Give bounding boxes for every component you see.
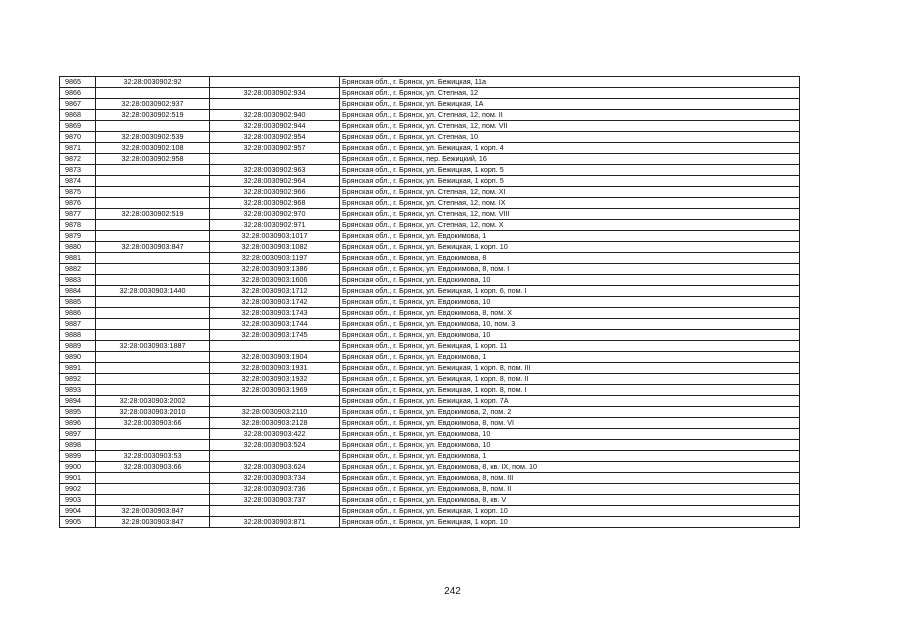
- address-cell: Брянская обл., г. Брянск, ул. Евдокимова, 8, пом. VI: [340, 418, 800, 429]
- row-number-cell: 9895: [60, 407, 96, 418]
- address-cell: Брянская обл., г. Брянск, ул. Бежицкая, 1 корп. 4: [340, 143, 800, 154]
- cadastral-quarter-cell: [96, 484, 210, 495]
- address-cell: Брянская обл., г. Брянск, ул. Бежицкая, 1 корп. 7А: [340, 396, 800, 407]
- address-cell: Брянская обл., г. Брянск, ул. Степная, 12, пом. X: [340, 220, 800, 231]
- cadastral-quarter-cell: [96, 330, 210, 341]
- address-cell: Брянская обл., г. Брянск, ул. Евдокимова, 8, пом. II: [340, 484, 800, 495]
- address-cell: Брянская обл., г. Брянск, ул. Евдокимова, 1: [340, 451, 800, 462]
- registry-table: [59, 76, 800, 528]
- table-row: [60, 253, 800, 264]
- row-number-cell: 9877: [60, 209, 96, 220]
- cadastral-quarter-cell: [96, 264, 210, 275]
- row-number-cell: 9887: [60, 319, 96, 330]
- row-number-cell: 9884: [60, 286, 96, 297]
- cadastral-quarter-cell: [96, 121, 210, 132]
- row-number-cell: 9902: [60, 484, 96, 495]
- address-cell: Брянская обл., г. Брянск, ул. Степная, 12, пом. II: [340, 110, 800, 121]
- address-cell: Брянская обл., г. Брянск, ул. Бежицкая, 1 корп. 10: [340, 506, 800, 517]
- cadastral-quarter-cell: 32:28:0030902:539: [96, 132, 210, 143]
- cadastral-number-cell: [210, 506, 340, 517]
- table-row: [60, 330, 800, 341]
- cadastral-number-cell: 32:28:0030902:963: [210, 165, 340, 176]
- row-number-cell: 9870: [60, 132, 96, 143]
- cadastral-quarter-cell: 32:28:0030903:847: [96, 242, 210, 253]
- cadastral-number-cell: 32:28:0030902:966: [210, 187, 340, 198]
- address-cell: Брянская обл., г. Брянск, ул. Евдокимова, 8, пом. X: [340, 308, 800, 319]
- table-row: [60, 121, 800, 132]
- row-number-cell: 9872: [60, 154, 96, 165]
- table-row: [60, 154, 800, 165]
- table-row: [60, 462, 800, 473]
- table-row: [60, 352, 800, 363]
- cadastral-quarter-cell: 32:28:0030903:1440: [96, 286, 210, 297]
- cadastral-number-cell: 32:28:0030903:1606: [210, 275, 340, 286]
- table-row: [60, 242, 800, 253]
- cadastral-number-cell: 32:28:0030903:624: [210, 462, 340, 473]
- address-cell: Брянская обл., г. Брянск, пер. Бежицкий, 16: [340, 154, 800, 165]
- address-cell: Брянская обл., г. Брянск, ул. Степная, 12, пом. IX: [340, 198, 800, 209]
- row-number-cell: 9867: [60, 99, 96, 110]
- row-number-cell: 9890: [60, 352, 96, 363]
- row-number-cell: 9878: [60, 220, 96, 231]
- cadastral-quarter-cell: [96, 187, 210, 198]
- table-row: [60, 484, 800, 495]
- address-cell: Брянская обл., г. Брянск, ул. Евдокимова, 10: [340, 275, 800, 286]
- row-number-cell: 9903: [60, 495, 96, 506]
- cadastral-quarter-cell: 32:28:0030902:92: [96, 77, 210, 88]
- cadastral-quarter-cell: [96, 363, 210, 374]
- table-row: [60, 132, 800, 143]
- row-number-cell: 9883: [60, 275, 96, 286]
- address-cell: Брянская обл., г. Брянск, ул. Евдокимова, 10: [340, 297, 800, 308]
- row-number-cell: 9868: [60, 110, 96, 121]
- row-number-cell: 9876: [60, 198, 96, 209]
- cadastral-quarter-cell: 32:28:0030903:847: [96, 517, 210, 528]
- row-number-cell: 9894: [60, 396, 96, 407]
- cadastral-number-cell: 32:28:0030903:1931: [210, 363, 340, 374]
- cadastral-number-cell: 32:28:0030903:2110: [210, 407, 340, 418]
- cadastral-quarter-cell: [96, 440, 210, 451]
- address-cell: Брянская обл., г. Брянск, ул. Бежицкая, 1 корп. 8, пом. I: [340, 385, 800, 396]
- table-row: [60, 110, 800, 121]
- address-cell: Брянская обл., г. Брянск, ул. Бежицкая, 1 корп. 6, пом. I: [340, 286, 800, 297]
- row-number-cell: 9901: [60, 473, 96, 484]
- row-number-cell: 9881: [60, 253, 96, 264]
- table-row: [60, 143, 800, 154]
- cadastral-number-cell: [210, 77, 340, 88]
- table-row: [60, 385, 800, 396]
- cadastral-quarter-cell: 32:28:0030903:2002: [96, 396, 210, 407]
- table-row: [60, 407, 800, 418]
- row-number-cell: 9893: [60, 385, 96, 396]
- cadastral-quarter-cell: [96, 88, 210, 99]
- cadastral-number-cell: 32:28:0030902:970: [210, 209, 340, 220]
- row-number-cell: 9875: [60, 187, 96, 198]
- table-row: [60, 220, 800, 231]
- table-row: [60, 176, 800, 187]
- cadastral-number-cell: 32:28:0030902:940: [210, 110, 340, 121]
- cadastral-number-cell: 32:28:0030903:1742: [210, 297, 340, 308]
- cadastral-quarter-cell: [96, 319, 210, 330]
- address-cell: Брянская обл., г. Брянск, ул. Степная, 12, пом. XI: [340, 187, 800, 198]
- table-row: [60, 198, 800, 209]
- address-cell: Брянская обл., г. Брянск, ул. Бежицкая, 1 корп. 11: [340, 341, 800, 352]
- cadastral-number-cell: 32:28:0030902:964: [210, 176, 340, 187]
- row-number-cell: 9897: [60, 429, 96, 440]
- cadastral-number-cell: 32:28:0030903:734: [210, 473, 340, 484]
- cadastral-quarter-cell: 32:28:0030903:66: [96, 462, 210, 473]
- table-row: [60, 165, 800, 176]
- address-cell: Брянская обл., г. Брянск, ул. Степная, 10: [340, 132, 800, 143]
- address-cell: Брянская обл., г. Брянск, ул. Бежицкая, 1 корп. 10: [340, 242, 800, 253]
- cadastral-number-cell: 32:28:0030903:737: [210, 495, 340, 506]
- address-cell: Брянская обл., г. Брянск, ул. Степная, 12, пом. VII: [340, 121, 800, 132]
- cadastral-number-cell: 32:28:0030903:736: [210, 484, 340, 495]
- table-row: [60, 429, 800, 440]
- address-cell: Брянская обл., г. Брянск, ул. Бежицкая, 11а: [340, 77, 800, 88]
- cadastral-number-cell: 32:28:0030903:1904: [210, 352, 340, 363]
- row-number-cell: 9873: [60, 165, 96, 176]
- cadastral-quarter-cell: [96, 275, 210, 286]
- table-row: [60, 341, 800, 352]
- cadastral-number-cell: 32:28:0030903:1386: [210, 264, 340, 275]
- cadastral-quarter-cell: [96, 297, 210, 308]
- table-row: [60, 506, 800, 517]
- cadastral-number-cell: 32:28:0030903:422: [210, 429, 340, 440]
- table-row: [60, 517, 800, 528]
- row-number-cell: 9896: [60, 418, 96, 429]
- address-cell: Брянская обл., г. Брянск, ул. Бежицкая, 1 корп. 5: [340, 176, 800, 187]
- row-number-cell: 9900: [60, 462, 96, 473]
- address-cell: Брянская обл., г. Брянск, ул. Степная, 12: [340, 88, 800, 99]
- cadastral-quarter-cell: 32:28:0030902:108: [96, 143, 210, 154]
- cadastral-number-cell: 32:28:0030902:957: [210, 143, 340, 154]
- table-row: [60, 88, 800, 99]
- table-row: [60, 264, 800, 275]
- address-cell: Брянская обл., г. Брянск, ул. Евдокимова, 8, пом. I: [340, 264, 800, 275]
- address-cell: Брянская обл., г. Брянск, ул. Бежицкая, 1 корп. 5: [340, 165, 800, 176]
- cadastral-number-cell: [210, 341, 340, 352]
- address-cell: Брянская обл., г. Брянск, ул. Евдокимова, 10: [340, 429, 800, 440]
- cadastral-number-cell: [210, 154, 340, 165]
- row-number-cell: 9879: [60, 231, 96, 242]
- cadastral-quarter-cell: [96, 429, 210, 440]
- cadastral-number-cell: 32:28:0030902:934: [210, 88, 340, 99]
- address-cell: Брянская обл., г. Брянск, ул. Евдокимова, 1: [340, 352, 800, 363]
- address-cell: Брянская обл., г. Брянск, ул. Евдокимова, 10, пом. 3: [340, 319, 800, 330]
- table-row: [60, 495, 800, 506]
- cadastral-quarter-cell: 32:28:0030903:2010: [96, 407, 210, 418]
- registry-table-body: [60, 77, 800, 528]
- cadastral-quarter-cell: 32:28:0030903:1887: [96, 341, 210, 352]
- row-number-cell: 9892: [60, 374, 96, 385]
- cadastral-number-cell: 32:28:0030903:1932: [210, 374, 340, 385]
- cadastral-quarter-cell: [96, 165, 210, 176]
- address-cell: Брянская обл., г. Брянск, ул. Евдокимова, 1: [340, 231, 800, 242]
- address-cell: Брянская обл., г. Брянск, ул. Степная, 12, пом. VIII: [340, 209, 800, 220]
- cadastral-number-cell: 32:28:0030902:954: [210, 132, 340, 143]
- table-row: [60, 319, 800, 330]
- row-number-cell: 9905: [60, 517, 96, 528]
- cadastral-quarter-cell: [96, 220, 210, 231]
- table-row: [60, 286, 800, 297]
- table-row: [60, 440, 800, 451]
- row-number-cell: 9869: [60, 121, 96, 132]
- cadastral-quarter-cell: [96, 352, 210, 363]
- table-row: [60, 231, 800, 242]
- address-cell: Брянская обл., г. Брянск, ул. Бежицкая, 1А: [340, 99, 800, 110]
- row-number-cell: 9880: [60, 242, 96, 253]
- cadastral-number-cell: 32:28:0030902:971: [210, 220, 340, 231]
- address-cell: Брянская обл., г. Брянск, ул. Бежицкая, 1 корп. 10: [340, 517, 800, 528]
- cadastral-number-cell: 32:28:0030903:2128: [210, 418, 340, 429]
- table-row: [60, 363, 800, 374]
- table-row: [60, 187, 800, 198]
- cadastral-number-cell: 32:28:0030903:1745: [210, 330, 340, 341]
- table-row: [60, 451, 800, 462]
- cadastral-number-cell: 32:28:0030903:871: [210, 517, 340, 528]
- cadastral-quarter-cell: [96, 231, 210, 242]
- cadastral-quarter-cell: 32:28:0030902:958: [96, 154, 210, 165]
- table-row: [60, 297, 800, 308]
- cadastral-quarter-cell: [96, 385, 210, 396]
- row-number-cell: 9889: [60, 341, 96, 352]
- row-number-cell: 9891: [60, 363, 96, 374]
- address-cell: Брянская обл., г. Брянск, ул. Евдокимова, 8: [340, 253, 800, 264]
- cadastral-quarter-cell: [96, 308, 210, 319]
- table-row: [60, 275, 800, 286]
- table-row: [60, 473, 800, 484]
- cadastral-number-cell: 32:28:0030903:524: [210, 440, 340, 451]
- cadastral-quarter-cell: 32:28:0030902:937: [96, 99, 210, 110]
- row-number-cell: 9904: [60, 506, 96, 517]
- cadastral-number-cell: 32:28:0030902:944: [210, 121, 340, 132]
- table-row: [60, 418, 800, 429]
- cadastral-quarter-cell: 32:28:0030903:66: [96, 418, 210, 429]
- table-row: [60, 77, 800, 88]
- page-number: 242: [444, 586, 461, 597]
- row-number-cell: 9885: [60, 297, 96, 308]
- cadastral-quarter-cell: [96, 198, 210, 209]
- row-number-cell: 9871: [60, 143, 96, 154]
- cadastral-quarter-cell: 32:28:0030903:53: [96, 451, 210, 462]
- address-cell: Брянская обл., г. Брянск, ул. Бежицкая, 1 корп. 8, пом. II: [340, 374, 800, 385]
- row-number-cell: 9866: [60, 88, 96, 99]
- table-row: [60, 374, 800, 385]
- table-row: [60, 209, 800, 220]
- cadastral-quarter-cell: [96, 176, 210, 187]
- cadastral-quarter-cell: [96, 374, 210, 385]
- cadastral-number-cell: 32:28:0030903:1969: [210, 385, 340, 396]
- row-number-cell: 9865: [60, 77, 96, 88]
- cadastral-number-cell: 32:28:0030903:1017: [210, 231, 340, 242]
- address-cell: Брянская обл., г. Брянск, ул. Евдокимова, 8, кв. V: [340, 495, 800, 506]
- row-number-cell: 9898: [60, 440, 96, 451]
- table-row: [60, 308, 800, 319]
- cadastral-number-cell: 32:28:0030903:1197: [210, 253, 340, 264]
- table-row: [60, 99, 800, 110]
- cadastral-number-cell: [210, 451, 340, 462]
- cadastral-number-cell: 32:28:0030903:1082: [210, 242, 340, 253]
- cadastral-quarter-cell: [96, 253, 210, 264]
- cadastral-quarter-cell: [96, 495, 210, 506]
- row-number-cell: 9888: [60, 330, 96, 341]
- cadastral-number-cell: 32:28:0030903:1712: [210, 286, 340, 297]
- cadastral-number-cell: 32:28:0030902:968: [210, 198, 340, 209]
- address-cell: Брянская обл., г. Брянск, ул. Евдокимова, 10: [340, 440, 800, 451]
- row-number-cell: 9882: [60, 264, 96, 275]
- cadastral-quarter-cell: 32:28:0030903:847: [96, 506, 210, 517]
- cadastral-number-cell: [210, 99, 340, 110]
- table-row: [60, 396, 800, 407]
- cadastral-number-cell: 32:28:0030903:1744: [210, 319, 340, 330]
- row-number-cell: 9899: [60, 451, 96, 462]
- address-cell: Брянская обл., г. Брянск, ул. Евдокимова, 2, пом. 2: [340, 407, 800, 418]
- address-cell: Брянская обл., г. Брянск, ул. Бежицкая, 1 корп. 8, пом. III: [340, 363, 800, 374]
- cadastral-quarter-cell: [96, 473, 210, 484]
- cadastral-number-cell: 32:28:0030903:1743: [210, 308, 340, 319]
- address-cell: Брянская обл., г. Брянск, ул. Евдокимова, 8, пом. III: [340, 473, 800, 484]
- cadastral-number-cell: [210, 396, 340, 407]
- row-number-cell: 9874: [60, 176, 96, 187]
- row-number-cell: 9886: [60, 308, 96, 319]
- address-cell: Брянская обл., г. Брянск, ул. Евдокимова, 10: [340, 330, 800, 341]
- address-cell: Брянская обл., г. Брянск, ул. Евдокимова, 8, кв. IX, пом. 10: [340, 462, 800, 473]
- cadastral-quarter-cell: 32:28:0030902:519: [96, 209, 210, 220]
- cadastral-quarter-cell: 32:28:0030902:519: [96, 110, 210, 121]
